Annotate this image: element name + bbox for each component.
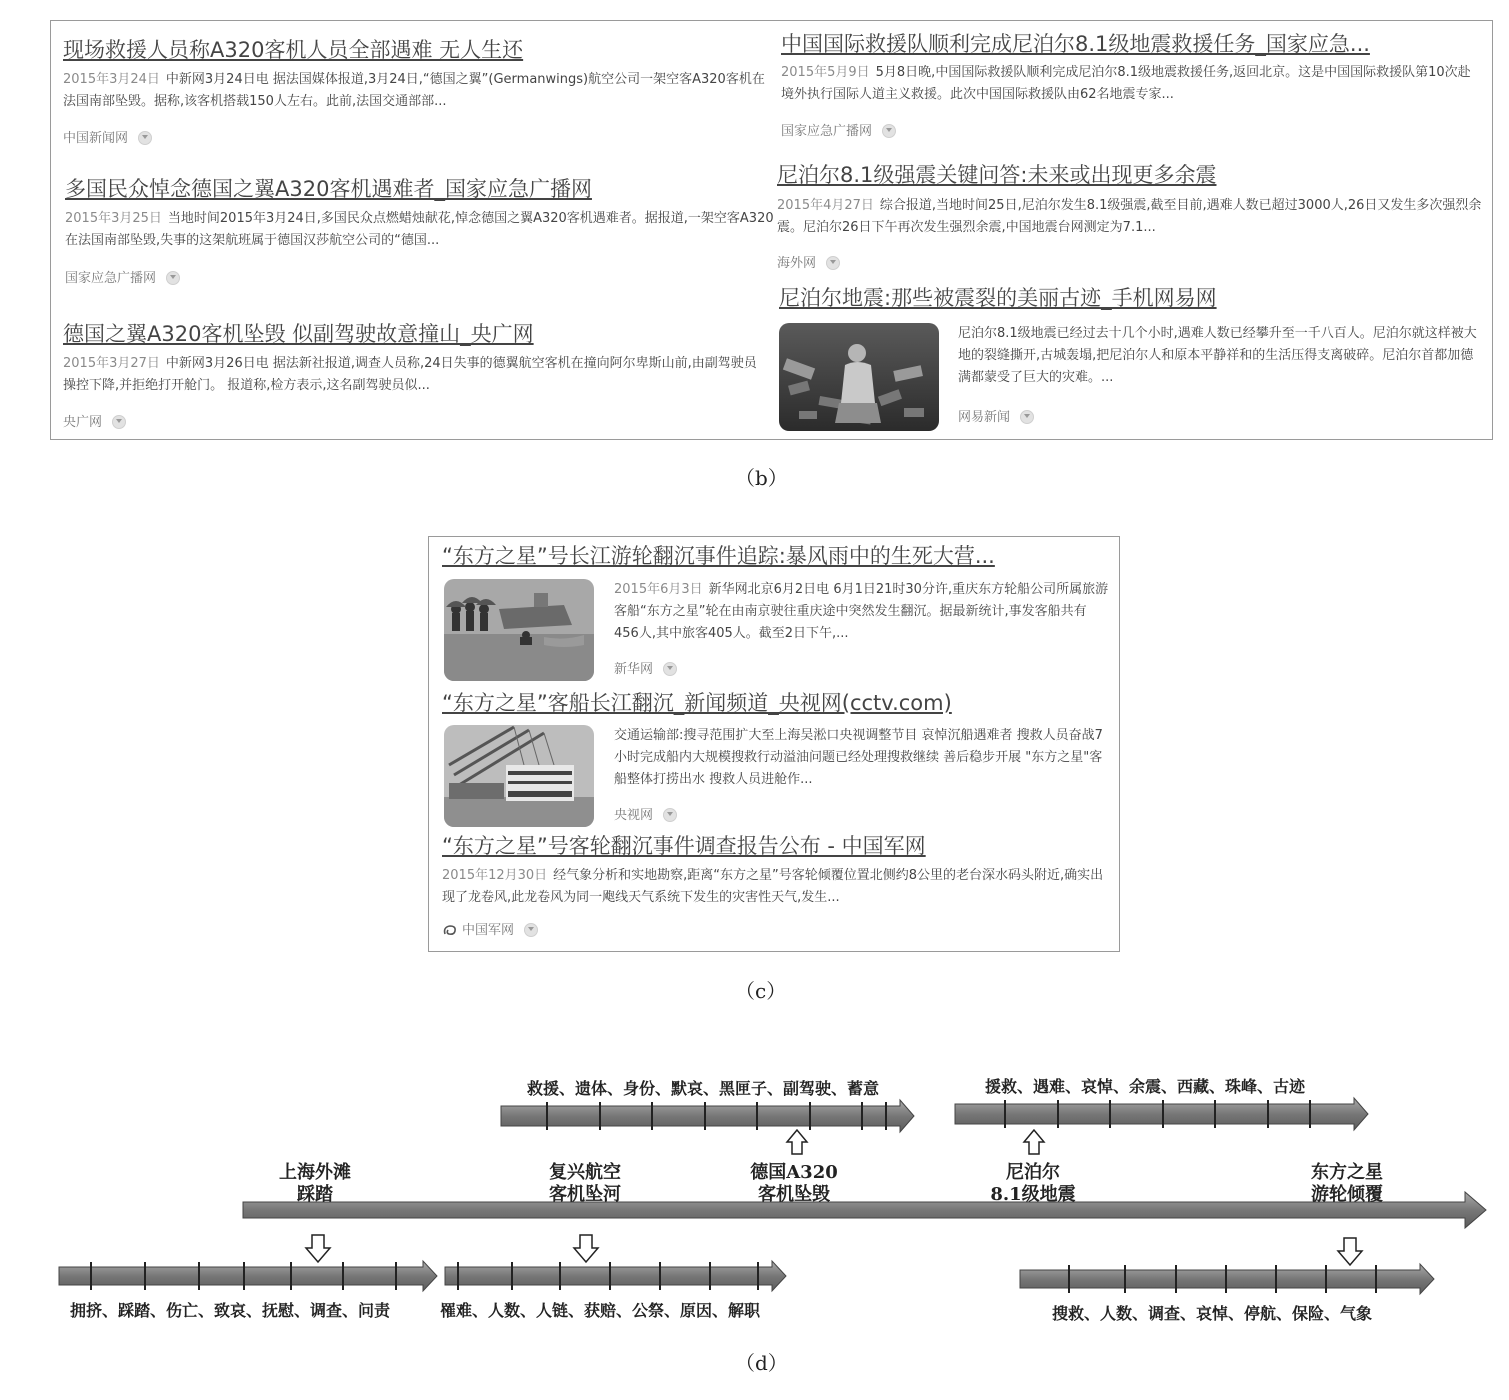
result-title[interactable]: 德国之翼A320客机坠毁 似副驾驶故意撞山_央广网 bbox=[63, 322, 534, 346]
result-text: 经气象分析和实地勘察,距离“东方之星”号客轮倾覆位置北侧约8公里的老台深水码头附近,确实出现了龙卷风,此龙卷风为同一飑线天气系统下发生的灾害性天气,发生... bbox=[442, 868, 1104, 905]
result-date: 2015年12月30日 bbox=[442, 868, 548, 883]
source-name: 央视网 bbox=[614, 808, 654, 823]
result-snippet bbox=[781, 62, 1481, 106]
result-date: 2015年3月25日 bbox=[65, 211, 162, 226]
chevron-down-icon[interactable] bbox=[826, 256, 840, 270]
result-title[interactable]: 中国国际救援队顺利完成尼泊尔8.1级地震救援任务_国家应急... bbox=[781, 32, 1370, 56]
down-arrow-eastern-star bbox=[1338, 1238, 1362, 1265]
result-source[interactable] bbox=[63, 130, 152, 148]
result-snippet bbox=[958, 323, 1478, 389]
result-snippet bbox=[614, 579, 1109, 645]
result-text: 中新网3月24日电 据法国媒体报道,3月24日,“德国之翼”(Germanwings)航空公司一架空客A320客机在法国南部坠毁。据称,该客机搭载150人左右。此前,法国交通部部... bbox=[63, 72, 765, 109]
result-title[interactable]: 多国民众悼念德国之翼A320客机遇难者_国家应急广播网 bbox=[65, 177, 592, 201]
source-name: 央广网 bbox=[63, 415, 103, 430]
result-snippet bbox=[614, 725, 1109, 791]
result-source[interactable] bbox=[781, 123, 896, 141]
chevron-down-icon[interactable] bbox=[166, 271, 180, 285]
result-source[interactable] bbox=[65, 270, 180, 288]
result-source[interactable] bbox=[442, 922, 538, 940]
event-shanghai: 上海外滩 踩踏 bbox=[279, 1162, 351, 1205]
keywords-eastern-star: 搜救、人数、调查、哀悼、停航、保险、气象 bbox=[1052, 1304, 1373, 1323]
chevron-down-icon[interactable] bbox=[663, 808, 677, 822]
event-eastern-star: 东方之星 游轮倾覆 bbox=[1311, 1162, 1383, 1205]
keywords-shanghai: 拥挤、踩踏、伤亡、致哀、抚慰、调查、问责 bbox=[70, 1301, 391, 1320]
chevron-down-icon[interactable] bbox=[524, 923, 538, 937]
keywords-germanwings: 救援、遗体、身份、默哀、黑匣子、副驾驶、蓄意 bbox=[527, 1079, 880, 1098]
result-source[interactable] bbox=[777, 255, 840, 273]
result-source[interactable] bbox=[614, 661, 677, 679]
chevron-down-icon[interactable] bbox=[1020, 410, 1034, 424]
result-date: 2015年3月27日 bbox=[63, 356, 160, 371]
result-snippet bbox=[63, 69, 768, 113]
panel-b-results bbox=[50, 20, 1493, 440]
salvage-thumbnail[interactable] bbox=[444, 725, 594, 827]
result-title[interactable]: 尼泊尔8.1级强震关键问答:未来或出现更多余震 bbox=[777, 163, 1217, 187]
keyword-bar-transasia bbox=[445, 1261, 786, 1291]
result-title[interactable]: “东方之星”号客轮翻沉事件调查报告公布 - 中国军网 bbox=[442, 834, 926, 858]
source-name: 国家应急广播网 bbox=[781, 124, 873, 139]
result-date: 2015年4月27日 bbox=[777, 198, 874, 213]
chevron-down-icon[interactable] bbox=[663, 662, 677, 676]
result-date: 2015年6月3日 bbox=[614, 582, 703, 597]
rescue-photo-icon bbox=[444, 579, 594, 681]
caption-d: （d） bbox=[735, 1351, 788, 1375]
result-text: 综合报道,当地时间25日,尼泊尔发生8.1级强震,截至目前,遇难人数已超过3000人,26日又发生多次强烈余震。尼泊尔26日下午再次发生强烈余震,中国地震台网测定为7.1... bbox=[777, 198, 1482, 235]
source-name: 国家应急广播网 bbox=[65, 271, 157, 286]
keyword-bar-shanghai bbox=[59, 1261, 437, 1291]
result-title[interactable]: “东方之星”号长江游轮翻沉事件追踪:暴风雨中的生死大营... bbox=[442, 544, 995, 568]
result-date: 2015年5月9日 bbox=[781, 65, 870, 80]
result-source[interactable] bbox=[958, 409, 1034, 427]
result-source[interactable] bbox=[63, 414, 126, 432]
event-transasia: 复兴航空 客机坠河 bbox=[549, 1162, 621, 1205]
panel-c-results bbox=[428, 536, 1120, 952]
source-name: 新华网 bbox=[614, 662, 654, 677]
result-snippet bbox=[777, 195, 1482, 239]
down-arrow-shanghai bbox=[306, 1235, 330, 1262]
result-text: 当地时间2015年3月24日,多国民众点燃蜡烛献花,悼念德国之翼A320客机遇难者。据报道,一架空客A320在法国南部坠毁,失事的这架航班属于德国汉莎航空公司的“德国... bbox=[65, 211, 774, 248]
chevron-down-icon[interactable] bbox=[112, 415, 126, 429]
result-title[interactable]: 尼泊尔地震:那些被震裂的美丽古迹_手机网易网 bbox=[779, 286, 1217, 310]
event-germanwings: 德国A320 客机坠毁 bbox=[750, 1162, 838, 1205]
chevron-down-icon[interactable] bbox=[138, 131, 152, 145]
caption-b: （b） bbox=[735, 466, 788, 490]
earthquake-thumbnail[interactable] bbox=[779, 323, 939, 431]
result-title[interactable]: 现场救援人员称A320客机人员全部遇难 无人生还 bbox=[63, 38, 524, 62]
caption-c: （c） bbox=[735, 979, 787, 1003]
result-snippet bbox=[65, 208, 785, 252]
result-text: 交通运输部:搜寻范围扩大至上海吴淞口央视调整节目 哀悼沉船遇难者 搜救人员奋战7小时完成船内大规模搜救行动溢油问题已经处理搜救继续 善后稳步开展 "东方之星"客船整体打捞出水 搜救人员进舱作... bbox=[614, 728, 1103, 787]
result-date: 2015年3月24日 bbox=[63, 72, 160, 87]
result-text: 5月8日晚,中国国际救援队顺利完成尼泊尔8.1级地震救援任务,返回北京。这是中国国际救援队第10次赴境外执行国际人道主义救援。此次中国国际救援队由62名地震专家... bbox=[781, 65, 1471, 102]
result-snippet bbox=[63, 353, 768, 397]
down-arrow-transasia bbox=[574, 1235, 598, 1262]
result-text: 尼泊尔8.1级地震已经过去十几个小时,遇难人数已经攀升至一千八百人。尼泊尔就这样被大地的裂缝撕开,古城轰塌,把尼泊尔人和原本平静祥和的生活压得支离破碎。尼泊尔首都加德满都蒙受了巨大的灾难。... bbox=[958, 326, 1477, 385]
keywords-transasia: 罹难、人数、人链、获赔、公祭、原因、解职 bbox=[440, 1301, 761, 1320]
result-title[interactable]: “东方之星”客船长江翻沉_新闻频道_央视网(cctv.com) bbox=[442, 691, 952, 715]
result-snippet bbox=[442, 865, 1112, 909]
ship-rescue-thumbnail[interactable] bbox=[444, 579, 594, 681]
up-arrow-nepal bbox=[1024, 1130, 1044, 1154]
source-name: 中国军网 bbox=[462, 923, 515, 938]
source-name: 网易新闻 bbox=[958, 410, 1011, 425]
salvage-photo-icon bbox=[444, 725, 594, 827]
source-name: 中国新闻网 bbox=[63, 131, 129, 146]
keyword-bar-nepal bbox=[955, 1098, 1368, 1130]
keyword-bar-germanwings bbox=[501, 1100, 914, 1132]
chevron-down-icon[interactable] bbox=[882, 124, 896, 138]
result-text: 新华网北京6月2日电 6月1日21时30分许,重庆东方轮船公司所属旅游客船“东方之星”轮在由南京驶往重庆途中突然发生翻沉。据最新统计,事发客船共有456人,其中旅客405人。截至2日下午,... bbox=[614, 582, 1109, 641]
result-source[interactable] bbox=[614, 807, 677, 825]
event-nepal: 尼泊尔 8.1级地震 bbox=[990, 1162, 1076, 1205]
result-text: 中新网3月26日电 据法新社报道,调查人员称,24日失事的德翼航空客机在撞向阿尔卑斯山前,由副驾驶员操控下降,并拒绝打开舱门。 报道称,检方表示,这名副驾驶员似... bbox=[63, 356, 757, 393]
up-arrow-germanwings bbox=[787, 1130, 807, 1154]
keywords-nepal: 援救、遇难、哀悼、余震、西藏、珠峰、古迹 bbox=[985, 1077, 1306, 1096]
chinamil-logo-icon bbox=[442, 924, 458, 938]
source-name: 海外网 bbox=[777, 256, 817, 271]
rubble-photo-icon bbox=[779, 323, 939, 431]
